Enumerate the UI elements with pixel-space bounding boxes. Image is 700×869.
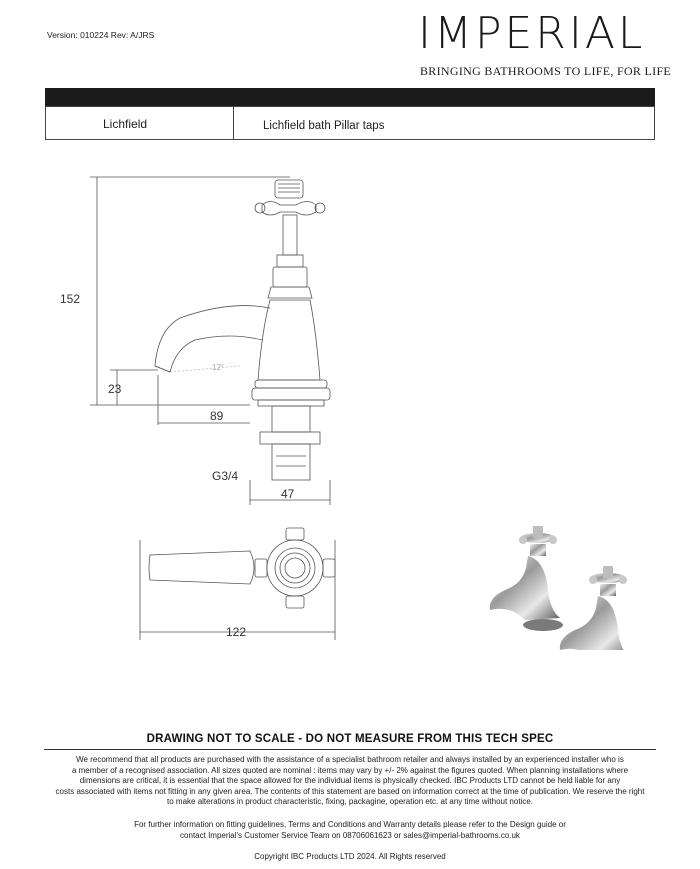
product-description: Lichfield bath Pillar taps [263, 120, 385, 132]
dim-thread-label: G3/4 [212, 469, 239, 483]
disclaimer-line: a member of a recognised association. All sizes quoted are nominal : items may vary by +/- 2% against the figures quoted. When planning installations where [71, 765, 629, 775]
notice-divider [44, 749, 656, 750]
technical-drawing [0, 150, 700, 650]
disclaimer-line: to make alterations in product characteristic, fixing, packagine, operation etc. at any time without notice. [167, 797, 533, 807]
further-info-line: For further information on fitting guidelines, Terms and Conditions and Warranty details please refer to the Design guide or [134, 820, 566, 829]
disclaimer-line: We recommend that all products are purchased with the assistance of a specialist bathroom retailer and always installed by an experienced installer who is [76, 755, 624, 764]
scale-notice: DRAWING NOT TO SCALE - DO NOT MEASURE FROM THIS TECH SPEC [146, 733, 554, 745]
brand-logo: IMPERIAL [418, 8, 646, 59]
dim-length-label: 122 [226, 625, 247, 639]
further-info-line: contact Imperial's Customer Service Team on 08706061623 or sales@imperial-bathrooms.co.uk [180, 830, 520, 840]
angle-guide [170, 366, 240, 372]
tap-right [560, 566, 633, 650]
angle-label: 12° [212, 363, 225, 372]
title-bar [45, 88, 655, 106]
front-elevation [90, 177, 330, 505]
title-divider [233, 107, 234, 139]
product-title-row [45, 106, 655, 140]
disclaimer-text [20, 755, 680, 808]
brand-tagline: BRINGING BATHROOMS TO LIFE, FOR LIFE [420, 64, 672, 78]
dim-base-label: 47 [281, 487, 295, 501]
further-info-text [20, 820, 680, 841]
copyright-text: Copyright IBC Products LTD 2024. All Rights reserved [254, 852, 446, 861]
tap-left [490, 526, 563, 631]
disclaimer-line: costs associated with items not fitting in any given area. The contents of this statement are based on information correct at the time of publication. We reserve the right [55, 786, 645, 796]
disclaimer-line: dimensions are critical, it is essential that the space allowed for the individual items is physically checked. IBC Products LTD cannot be held liable for any [79, 776, 621, 786]
dim-spout-label: 23 [108, 382, 122, 396]
dim-reach-label: 89 [210, 409, 224, 423]
plan-view [140, 528, 335, 640]
version-label: Version: 010224 Rev: A/JRS [47, 30, 155, 40]
tap-pair-photo [490, 526, 633, 650]
product-range-name: Lichfield [103, 117, 148, 131]
dim-height-label: 152 [60, 292, 81, 306]
